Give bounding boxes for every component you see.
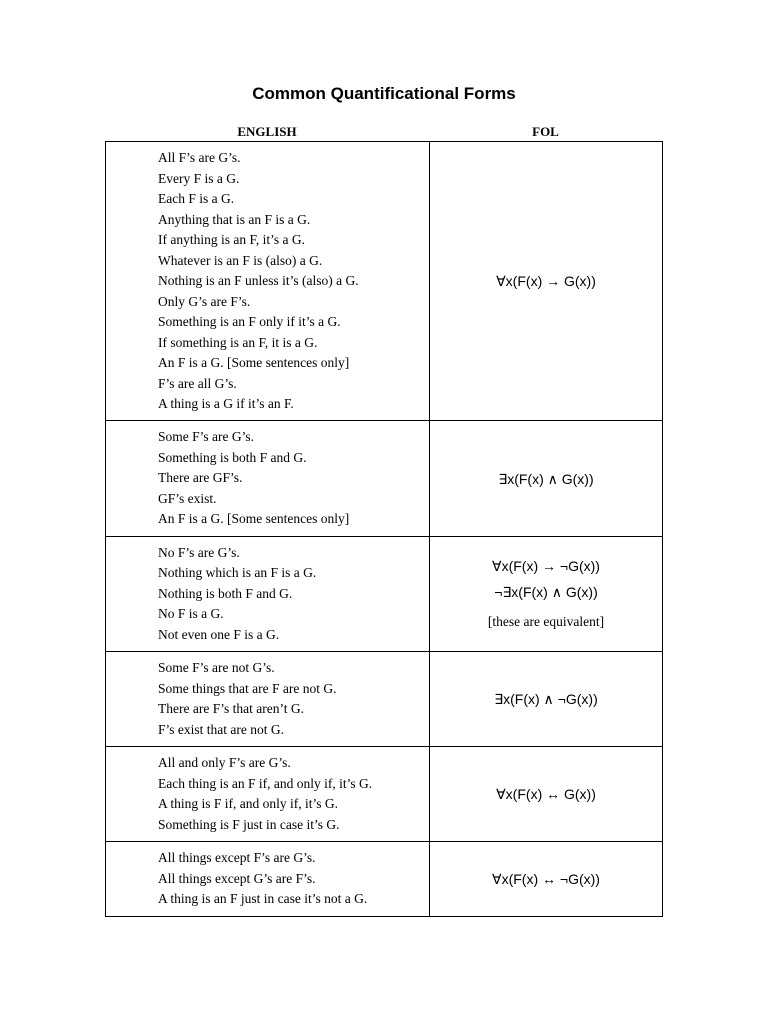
- fol-cell: [430, 537, 663, 652]
- english-sentence: Some things that are F are not G.: [158, 680, 337, 696]
- english-sentence: There are GF’s.: [158, 470, 243, 486]
- english-sentence: GF’s exist.: [158, 490, 217, 506]
- english-sentence-list: [106, 427, 429, 530]
- english-sentence: All things except F’s are G’s.: [158, 850, 316, 866]
- english-sentence: Some F’s are not G’s.: [158, 660, 275, 675]
- english-sentence: If anything is an F, it’s a G.: [158, 232, 306, 248]
- column-headers: [105, 124, 662, 140]
- fol-formula: ∀x(F(x) ↔ G(x)): [496, 786, 596, 802]
- fol-cell: [430, 842, 663, 917]
- table-row: [106, 747, 663, 842]
- english-sentence-list: [106, 848, 429, 910]
- english-sentence: F’s are all G’s.: [158, 375, 237, 391]
- english-cell: [106, 142, 430, 421]
- fol-cell: [430, 142, 663, 421]
- english-sentence: Each thing is an F if, and only if, it’s G.: [158, 775, 373, 791]
- english-sentence: A thing is F if, and only if, it’s G.: [158, 796, 339, 811]
- english-column-header: ENGLISH: [237, 124, 297, 139]
- fol-formula: ∃x(F(x) ∧ ¬G(x)): [494, 691, 598, 707]
- english-sentence: Not even one F is a G.: [158, 626, 280, 642]
- english-cell: [106, 747, 430, 842]
- fol-formula: ∀x(F(x) → G(x)): [496, 273, 596, 289]
- english-sentence: Nothing is both F and G.: [158, 585, 293, 601]
- page-title: Common Quantificational Forms: [252, 84, 516, 103]
- table-row: [106, 421, 663, 537]
- table-row: [106, 537, 663, 652]
- english-sentence: Only G’s are F’s.: [158, 293, 251, 309]
- english-sentence: Anything that is an F is a G.: [158, 211, 311, 227]
- english-sentence: There are F’s that aren’t G.: [158, 701, 304, 716]
- table-row: [106, 652, 663, 747]
- fol-cell: [430, 747, 663, 842]
- english-sentence: Something is both F and G.: [158, 449, 307, 465]
- quantificational-forms-table: [105, 141, 663, 917]
- english-sentence-list: [106, 658, 429, 740]
- english-sentence: Nothing is an F unless it’s (also) a G.: [158, 273, 359, 289]
- english-sentence: All and only F’s are G’s.: [158, 755, 291, 770]
- english-sentence: All things except G’s are F’s.: [158, 870, 316, 886]
- english-sentence: Something is an F only if it’s a G.: [158, 314, 341, 330]
- english-sentence-list: [106, 543, 429, 646]
- fol-cell: [430, 421, 663, 537]
- fol-formula: ¬∃x(F(x) ∧ G(x)): [494, 584, 598, 600]
- fol-formula: ∃x(F(x) ∧ G(x)): [498, 470, 594, 487]
- fol-column-header: FOL: [532, 124, 559, 139]
- english-sentence: F’s exist that are not G.: [158, 721, 284, 737]
- english-sentence: Some F’s are G’s.: [158, 429, 254, 445]
- english-sentence: All F’s are G’s.: [158, 150, 241, 166]
- english-sentence: Nothing which is an F is a G.: [158, 565, 317, 581]
- fol-formula: ∀x(F(x) → ¬G(x)): [492, 558, 600, 574]
- english-sentence: An F is a G. [Some sentences only]: [158, 355, 350, 371]
- english-sentence: Every F is a G.: [158, 170, 240, 186]
- english-sentence-list: [106, 753, 429, 835]
- english-sentence: Whatever is an F is (also) a G.: [158, 252, 323, 268]
- english-cell: [106, 652, 430, 747]
- table-row: [106, 142, 663, 421]
- english-sentence: No F’s are G’s.: [158, 544, 240, 560]
- table-row: [106, 842, 663, 917]
- english-sentence: No F is a G.: [158, 606, 224, 622]
- english-sentence-list: [106, 147, 429, 415]
- fol-cell: [430, 652, 663, 747]
- english-cell: [106, 537, 430, 652]
- english-cell: [106, 842, 430, 917]
- english-sentence: An F is a G. [Some sentences only]: [158, 511, 350, 527]
- english-sentence: If something is an F, it is a G.: [158, 334, 318, 350]
- english-sentence: Each F is a G.: [158, 191, 235, 207]
- english-cell: [106, 421, 430, 537]
- english-sentence: A thing is an F just in case it’s not a G.: [158, 891, 368, 907]
- english-sentence: Something is F just in case it’s G.: [158, 816, 340, 832]
- english-sentence: A thing is a G if it’s an F.: [158, 396, 294, 412]
- fol-note: [these are equivalent]: [487, 614, 605, 629]
- fol-formula: ∀x(F(x) ↔ ¬G(x)): [492, 871, 600, 887]
